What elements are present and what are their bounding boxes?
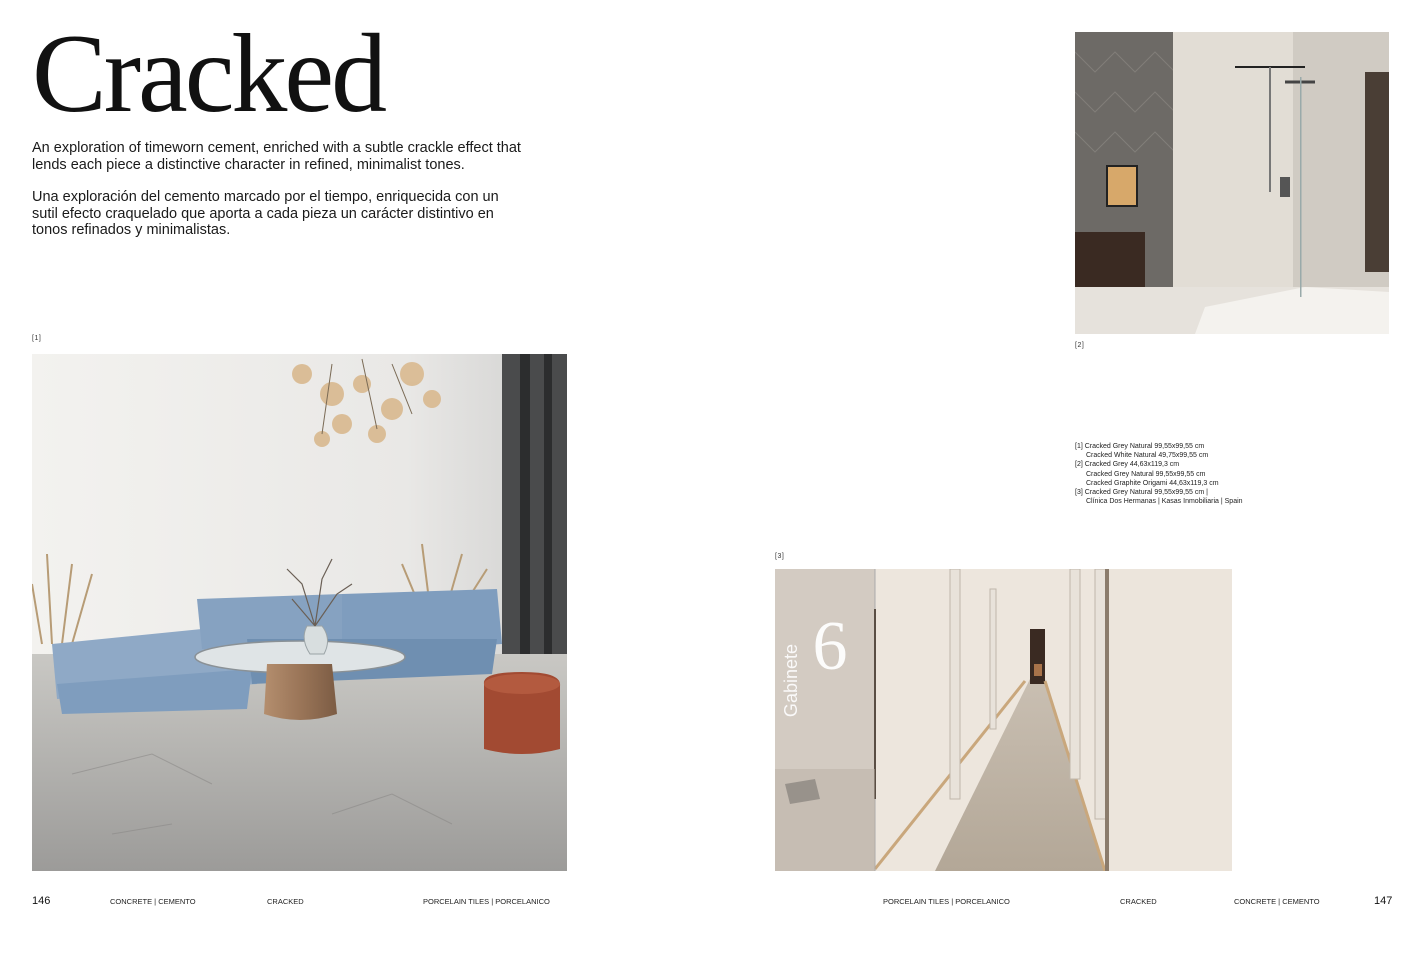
figure-1-tag: [1] [32,335,42,342]
figure-2-tag: [2] [1075,342,1085,349]
page-number-left: 146 [32,895,51,907]
corridor-illustration [775,569,1232,871]
shower-illustration [1075,32,1389,334]
footer-left-category: PORCELAIN TILES | PORCELANICO [423,897,550,906]
footer-left-section: CONCRETE | CEMENTO [110,897,196,906]
figure-2-shower-photo [1075,32,1389,334]
figure-3-tag: [3] [775,553,785,560]
figure-captions [1075,442,1243,506]
caption-line: Cracked Graphite Origami 44,63x119,3 cm [1086,479,1219,487]
caption-line: Cracked White Natural 49,75x99,55 cm [1086,452,1209,460]
footer-right-section: CONCRETE | CEMENTO [1234,897,1320,906]
figure-1-living-room-photo [32,354,567,871]
door-sign-number: 6 [812,608,848,685]
figure-3-corridor-photo [775,569,1232,871]
footer-right-category: PORCELAIN TILES | PORCELANICO [883,897,1010,906]
caption-line: [3] Cracked Grey Natural 99,55x99,55 cm | [1075,489,1208,497]
page-title: Cracked [32,12,385,136]
door-sign-text: Gabinete [781,644,801,718]
intro-spanish: Una exploración del cemento marcado por el tiempo, enriquecida con un sutil efecto craquelado que aporta a cada pieza un carácter distintivo en tonos refinados y minimalistas. [32,189,499,238]
page-number-right: 147 [1374,895,1393,907]
caption-line: Cracked Grey Natural 99,55x99,55 cm [1086,470,1206,478]
footer-left-collection: CRACKED [267,897,304,906]
living-room-illustration [32,354,567,871]
intro-english: An exploration of timeworn cement, enriched with a subtle crackle effect that lends each piece a distinctive character in refined, minimalist tones. [32,140,521,173]
caption-line: [1] Cracked Grey Natural 99,55x99,55 cm [1075,443,1205,450]
caption-line: Clínica Dos Hermanas | Kasas Inmobiliaria | Spain [1086,498,1243,506]
footer-right-collection: CRACKED [1120,897,1157,906]
caption-line: [2] Cracked Grey 44,63x119,3 cm [1075,461,1180,469]
